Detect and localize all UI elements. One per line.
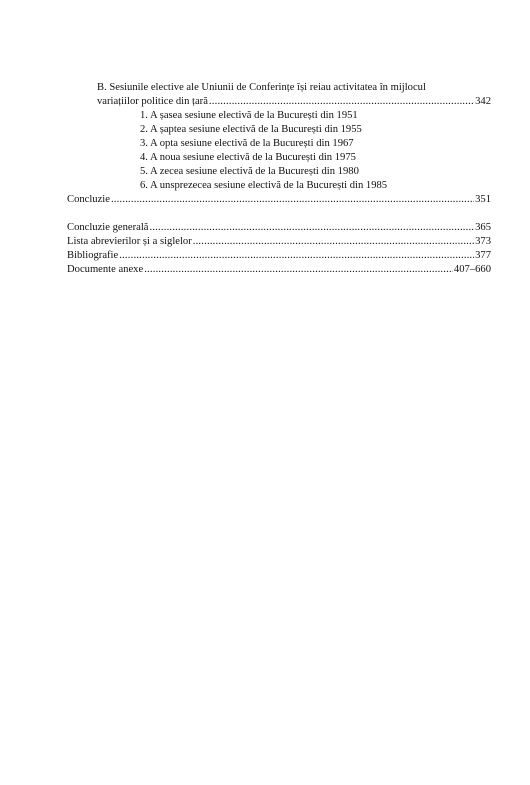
toc-sub-item[interactable]: 1. A șasea sesiune electivă de la București din 1951: [140, 110, 358, 121]
dot-leader: [119, 249, 474, 263]
toc-entry-bibliografie[interactable]: [67, 249, 491, 263]
dot-leader: [193, 235, 474, 249]
toc-sub-item[interactable]: 6. A unsprezecea sesiune electivă de la București din 1985: [140, 180, 388, 191]
toc-page-number: 373: [475, 236, 491, 247]
toc-sub-item[interactable]: 4. A noua sesiune electivă de la București din 1975: [140, 152, 356, 163]
toc-page-number: 342: [475, 96, 491, 107]
toc-sub-item[interactable]: 2. A șaptea sesiune electivă de la București din 1955: [140, 124, 362, 135]
toc-entry-label: Documente anexe: [67, 264, 144, 275]
toc-entry-label: Lista abrevierilor și a siglelor: [67, 236, 192, 247]
toc-entry-concluzie[interactable]: [67, 193, 491, 207]
toc-entry-label: variațiilor politice din țară: [97, 96, 208, 107]
toc-section-b-title: B. Sesiunile elective ale Uniunii de Conferințe își reiau activitatea în mijlocul: [97, 82, 426, 93]
toc-entry-label: Concluzie: [67, 194, 110, 205]
toc-entry-documente-anexe[interactable]: [67, 263, 491, 277]
toc-page-number: 351: [475, 194, 491, 205]
dot-leader: [144, 263, 453, 277]
dot-leader: [149, 221, 474, 235]
toc-entry-concluzie-generala[interactable]: [67, 221, 491, 235]
toc-sub-item[interactable]: 3. A opta sesiune electivă de la București din 1967: [140, 138, 354, 149]
toc-entry-section-b[interactable]: [97, 95, 491, 109]
toc-page-number: 407–660: [453, 264, 491, 275]
toc-entry-label: Bibliografie: [67, 250, 119, 261]
dot-leader: [111, 193, 474, 207]
toc-page-number: 377: [475, 250, 491, 261]
toc-page-number: 365: [475, 222, 491, 233]
toc-sub-item[interactable]: 5. A zecea sesiune electivă de la București din 1980: [140, 166, 359, 177]
toc-entry-abrevieri[interactable]: [67, 235, 491, 249]
toc-entry-label: Concluzie generală: [67, 222, 149, 233]
dot-leader: [209, 95, 474, 109]
